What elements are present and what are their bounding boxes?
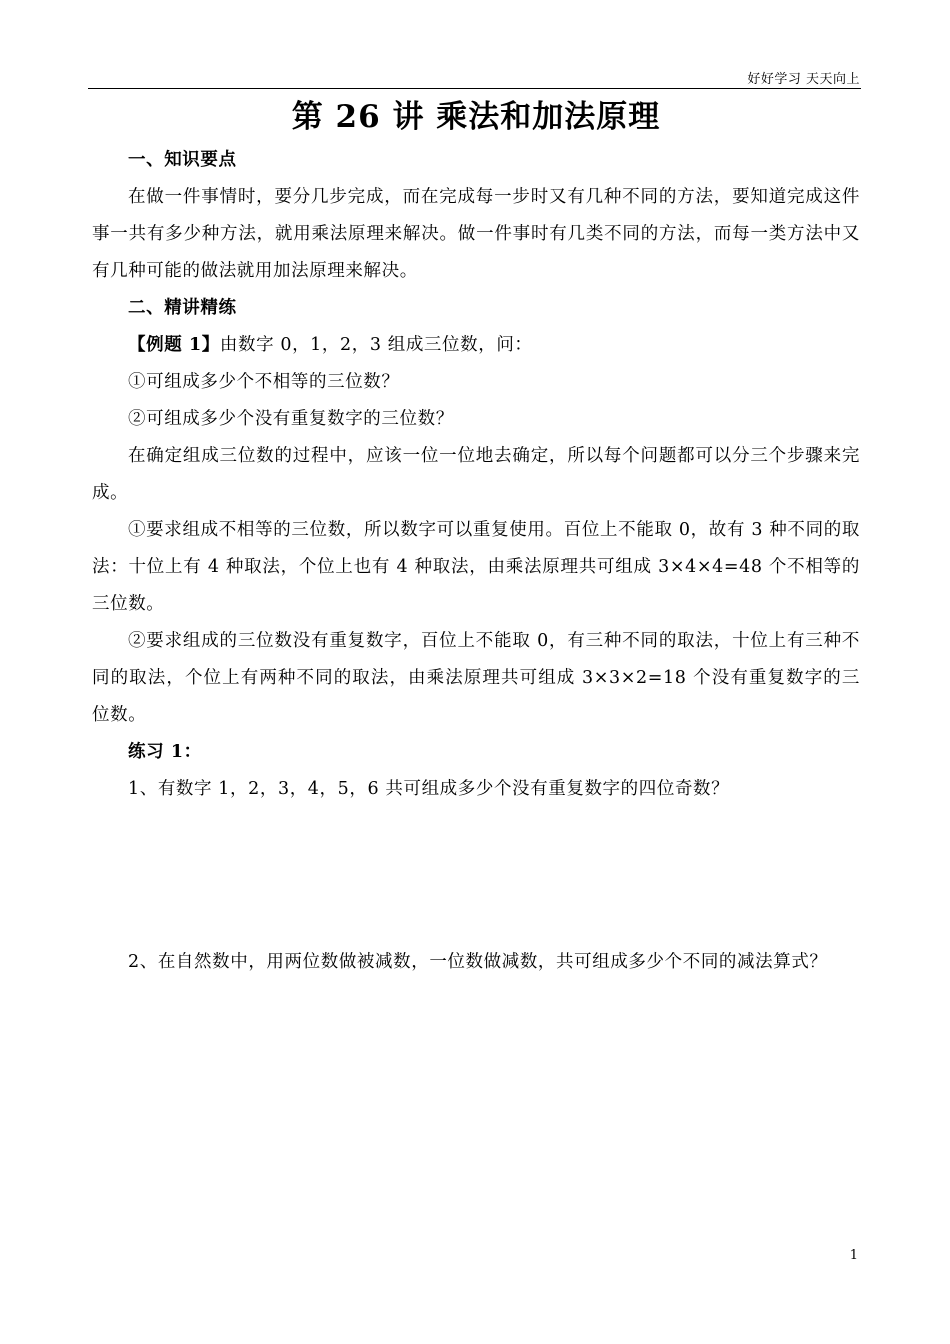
example-1-label: 【例题 1】: [128, 335, 220, 355]
exercise-question-1: 1、有数字 1，2，3，4，5，6 共可组成多少个没有重复数字的四位奇数？: [128, 779, 730, 799]
page-number: 1: [849, 1248, 858, 1263]
exercise-heading: 练习 1：: [128, 742, 202, 762]
knowledge-paragraph: 在做一件事情时，要分几步完成，而在完成每一步时又有几种不同的方法，要知道完成这件事一共有多少种方法，就用乘法原理来解决。做一件事时有几类不同的方法，而每一类方法中又有几种可能的做法就用加法原理来解决。: [92, 187, 860, 281]
analysis-part-2: ②要求组成的三位数没有重复数字，百位上不能取 0，有三种不同的取法，十位上有三种不同的取法，个位上有两种不同的取法，由乘法原理共可组成 3×3×2=18 个没有重复数字的三位数。: [92, 631, 860, 725]
header-motto: 好好学习 天天向上: [747, 72, 860, 87]
header-divider: [88, 88, 861, 89]
analysis-part-1: ①要求组成不相等的三位数，所以数字可以重复使用。百位上不能取 0，故有 3 种不同的取法：十位上有 4 种取法，个位上也有 4 种取法，由乘法原理共可组成 3×4×4=48 个不相等的三位数。: [92, 520, 860, 614]
example-1-text: 由数字 0，1，2，3 组成三位数，问：: [219, 335, 533, 355]
exercise-question-2: 2、在自然数中，用两位数做被减数，一位数做减数，共可组成多少个不同的减法算式？: [128, 952, 828, 972]
section-heading-practice: 二、精讲精练: [128, 298, 237, 318]
section-heading-knowledge: 一、知识要点: [128, 150, 237, 170]
example-1-question-2: ②可组成多少个没有重复数字的三位数？: [128, 409, 454, 429]
document-body: [92, 94, 860, 981]
example-1-question-1: ①可组成多少个不相等的三位数？: [128, 372, 400, 392]
analysis-intro: 在确定组成三位数的过程中，应该一位一位地去确定，所以每个问题都可以分三个步骤来完成。: [92, 446, 860, 503]
answer-space: [92, 808, 860, 944]
example-1-statement: [92, 327, 860, 364]
page-title: 第 26 讲 乘法和加法原理: [291, 99, 661, 135]
